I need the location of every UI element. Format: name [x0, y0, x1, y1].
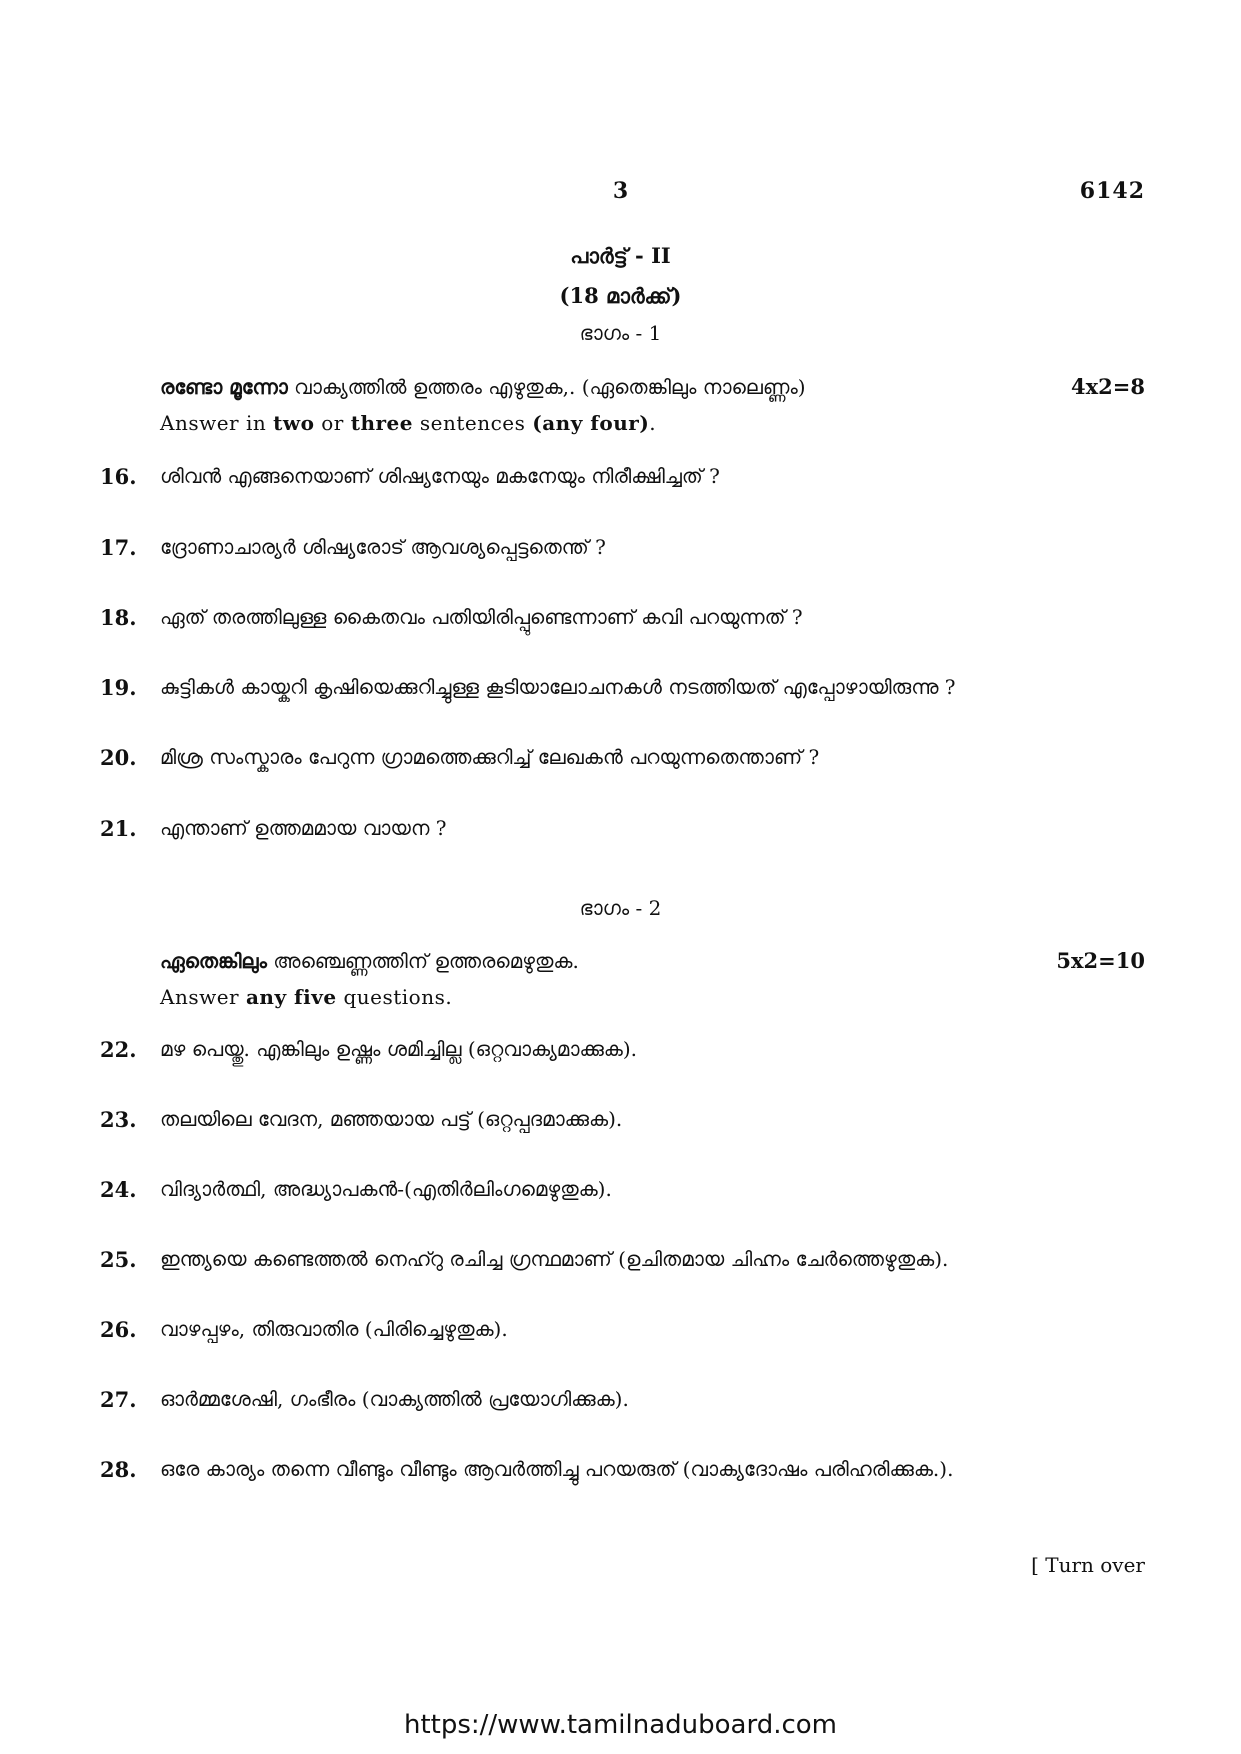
section1-instruction-ml	[160, 375, 806, 399]
section2-score: 5x2=10	[1056, 948, 1145, 973]
question-27: 27. ഓർമ്മശേഷി, ഗംഭീരം (വാക്യത്തിൽ പ്രയോഗിക്കുക).	[100, 1387, 629, 1412]
question-22: 22. മഴ പെയ്തു. എങ്കിലും ഉഷ്ണം ശമിച്ചില്ല (ഒറ്റവാക്യമാക്കുക).	[100, 1037, 638, 1062]
question-25: 25. ഇന്ത്യയെ കണ്ടെത്തൽ നെഹ്റു രചിച്ച ഗ്രന്ഥമാണ് (ഉചിതമായ ചിഹ്നം ചേർത്തെഴുതുക).	[100, 1247, 949, 1272]
section1-instruction-en: Answer in two or three sentences (any four).	[160, 411, 657, 435]
question-24: 24. വിദ്യാർത്ഥി, അദ്ധ്യാപകൻ-(എതിർലിംഗമെഴുതുക).	[100, 1177, 612, 1202]
page-number: 3	[612, 178, 629, 204]
footer-url: https://www.tamilnaduboard.com	[403, 1710, 838, 1740]
question-23: 23. തലയിലെ വേദന, മഞ്ഞയായ പട്ട് (ഒറ്റപ്പദമാക്കുക).	[100, 1107, 623, 1132]
question-17: 17. ദ്രോണാചാര്യർ ശിഷ്യരോട് ആവശ്യപ്പെട്ടതെന്ത് ?	[100, 535, 606, 560]
section2-instruction-bold: ഏതെങ്കിലും	[160, 949, 267, 973]
question-26: 26. വാഴപ്പഴം, തിരുവാതിര (പിരിച്ചെഴുതുക).	[100, 1317, 508, 1342]
question-18: 18. ഏത് തരത്തിലുള്ള കൈതവം പതിയിരിപ്പുണ്ടെന്നാണ് കവി പറയുന്നത് ?	[100, 605, 803, 630]
section2-instruction-en: Answer any five questions.	[160, 985, 453, 1009]
part-title: പാർട്ട് - II	[570, 243, 671, 268]
question-19: 19. കുട്ടികൾ കായ്കറി കൃഷിയെക്കുറിച്ചുള്ള കൂടിയാലോചനകൾ നടത്തിയത് എപ്പോഴായിരുന്നു ?	[100, 675, 956, 700]
question-21: 21. എന്താണ് ഉത്തമമായ വായന ?	[100, 816, 447, 841]
section2-instruction-rest: അഞ്ചെണ്ണത്തിന് ഉത്തരമെഴുതുക.	[266, 949, 579, 973]
section2-instruction-ml	[160, 949, 579, 973]
part-marks: (18 മാർക്ക്)	[559, 283, 682, 308]
question-28: 28. ഒരേ കാര്യം തന്നെ വീണ്ടും വീണ്ടും ആവർത്തിച്ചു പറയരുത് (വാക്യദോഷം പരിഹരിക്കുക.).	[100, 1457, 954, 1482]
question-20: 20. മിശ്ര സംസ്കാരം പേറുന്ന ഗ്രാമത്തെക്കുറിച്ച് ലേഖകൻ പറയുന്നതെന്താണ് ?	[100, 745, 820, 770]
question-16: 16. ശിവൻ എങ്ങനെയാണ് ശിഷ്യനേയും മകനേയും നിരീക്ഷിച്ചത് ?	[100, 464, 720, 489]
section2-title: ഭാഗം - 2	[579, 896, 662, 920]
section1-score: 4x2=8	[1071, 374, 1145, 399]
turn-over: [ Turn over	[1031, 1553, 1145, 1577]
section1-instruction-rest: വാക്യത്തിൽ ഉത്തരം എഴുതുക,. (ഏതെങ്കിലും നാലെണ്ണം)	[287, 375, 806, 399]
paper-code: 6142	[1079, 178, 1145, 204]
section1-title: ഭാഗം - 1	[579, 321, 662, 345]
section1-instruction-bold: രണ്ടോ മൂന്നോ	[160, 375, 288, 399]
